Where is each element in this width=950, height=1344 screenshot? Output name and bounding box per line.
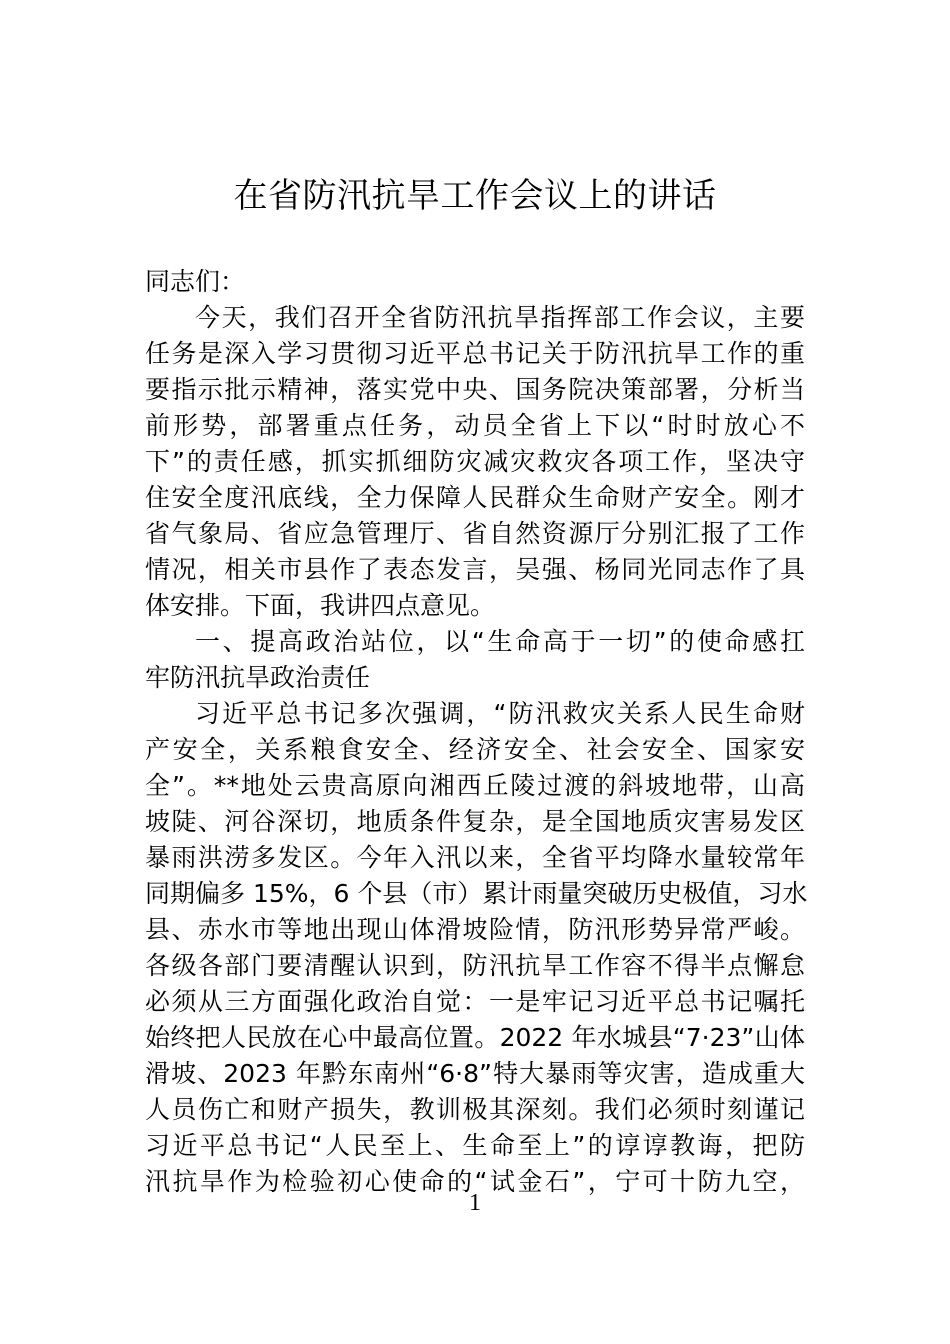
paragraph-line: 必须从三方面强化政治自觉：一是牢记习近平总书记嘱托 [145, 987, 805, 1016]
paragraph-line: 今天，我们召开全省防汛抗旱指挥部工作会议，主要 [195, 303, 805, 332]
paragraph-line: 习近平总书记“人民至上、生命至上”的谆谆教诲，把防 [145, 1131, 805, 1160]
paragraph-line: 汛抗旱作为检验初心使命的“试金石”，宁可十防九空， [145, 1167, 805, 1196]
paragraph-line: 情况，相关市县作了表态发言，吴强、杨同光同志作了具 [145, 555, 805, 584]
paragraph-line: 人员伤亡和财产损失，教训极其深刻。我们必须时刻谨记 [145, 1095, 805, 1124]
paragraph-line: 省气象局、省应急管理厅、省自然资源厅分别汇报了工作 [145, 519, 805, 548]
paragraph-line: 县、赤水市等地出现山体滑坡险情，防汛形势异常严峻。 [145, 915, 805, 944]
paragraph-line: 体安排。下面，我讲四点意见。 [145, 591, 496, 620]
paragraph-line: 习近平总书记多次强调，“防汛救灾关系人民生命财 [195, 699, 805, 728]
paragraph-line: 前形势，部署重点任务，动员全省上下以“时时放心不 [145, 411, 805, 440]
paragraph-line: 暴雨洪涝多发区。今年入汛以来，全省平均降水量较常年 [145, 843, 805, 872]
section-heading-line: 牢防汛抗旱政治责任 [145, 663, 371, 692]
paragraph-line: 同期偏多 15%，6 个县（市）累计雨量突破历史极值，习水 [145, 879, 808, 908]
paragraph-line: 坡陡、河谷深切，地质条件复杂，是全国地质灾害易发区 [145, 807, 805, 836]
salutation: 同志们： [145, 267, 246, 296]
paragraph-line: 住安全度汛底线，全力保障人民群众生命财产安全。刚才 [145, 483, 805, 512]
paragraph-line: 要指示批示精神，落实党中央、国务院决策部署，分析当 [145, 375, 805, 404]
paragraph-line: 各级各部门要清醒认识到，防汛抗旱工作容不得半点懈怠 [145, 951, 805, 980]
paragraph-line: 滑坡、2023 年黔东南州“6·8”特大暴雨等灾害，造成重大 [145, 1059, 805, 1088]
document-title: 在省防汛抗旱工作会议上的讲话 [233, 176, 717, 216]
paragraph-line: 任务是深入学习贯彻习近平总书记关于防汛抗旱工作的重 [145, 339, 805, 368]
paragraph-line: 产安全，关系粮食安全、经济安全、社会安全、国家安 [145, 735, 805, 764]
paragraph-line: 下”的责任感，抓实抓细防灾减灾救灾各项工作，坚决守 [145, 447, 805, 476]
paragraph-line: 全”。**地处云贵高原向湘西丘陵过渡的斜坡地带，山高 [145, 771, 805, 800]
paragraph-line: 始终把人民放在心中最高位置。2022 年水城县“7·23”山体 [145, 1023, 805, 1052]
page-number: 1 [469, 1190, 481, 1216]
section-heading-line: 一、提高政治站位，以“生命高于一切”的使命感扛 [195, 627, 805, 656]
